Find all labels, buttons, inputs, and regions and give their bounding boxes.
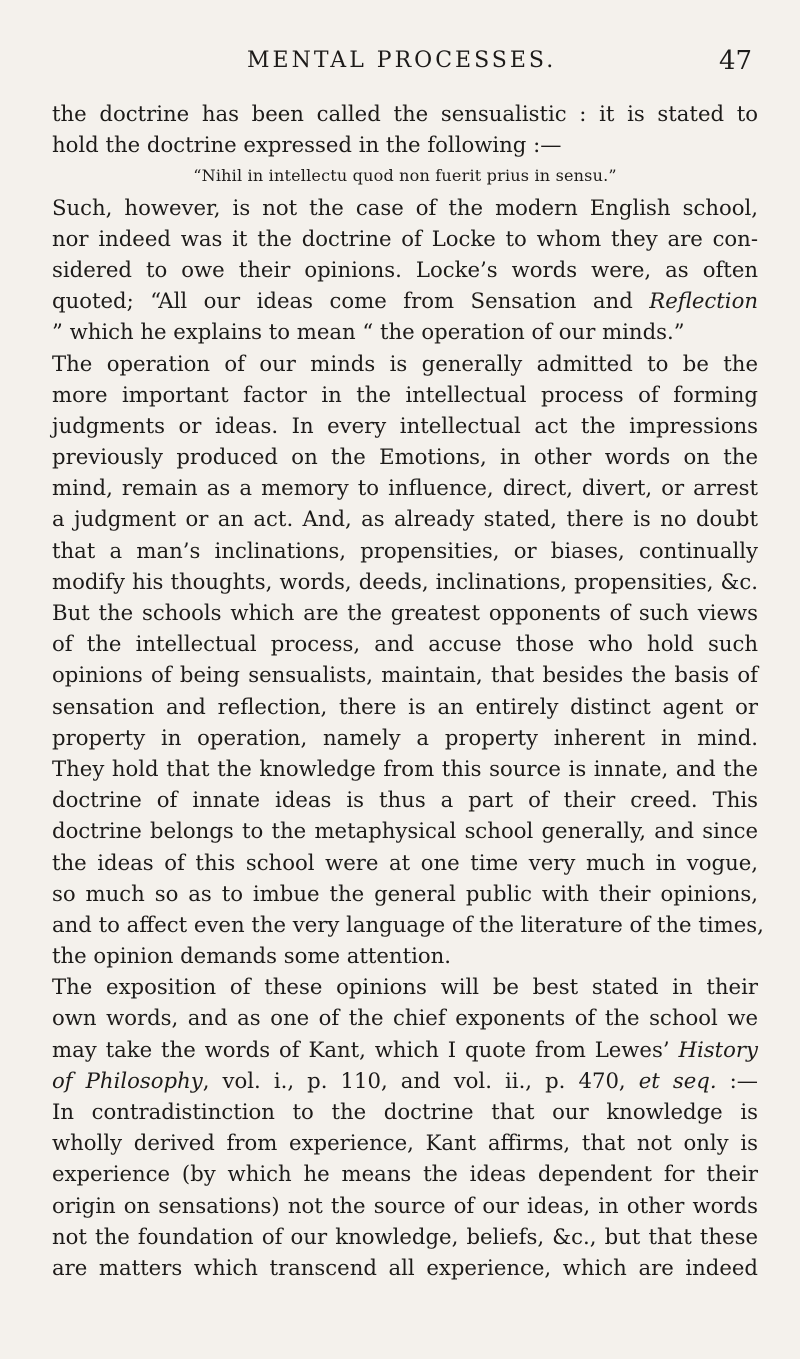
italic-term: et seq.	[638, 1067, 717, 1093]
text-line: and to affect even the very language of the literature of the times,	[52, 911, 764, 937]
latin-quotation: “Nihil in intellectu quod non fuerit prius in sensu.”	[193, 166, 617, 186]
text-line: not the foundation of our knowledge, beliefs, &c., but that these	[52, 1223, 758, 1249]
text-segment: :—	[716, 1067, 758, 1093]
text-line: previously produced on the Emotions, in other words on the	[52, 444, 758, 470]
text-line: The exposition of these opinions will be best stated in their	[52, 974, 758, 1000]
italic-title: of Philosophy	[52, 1067, 203, 1093]
text-line: that a man’s inclinations, propensities, or biases, continually	[52, 537, 758, 563]
text-line: mind, remain as a memory to influence, direct, divert, or arrest	[52, 475, 758, 501]
text-segment: may take the words of Kant, which I quote from Lewes’	[52, 1036, 679, 1062]
text-line: own words, and as one of the chief exponents of the school we	[52, 1005, 758, 1031]
text-line: In contradistinction to the doctrine that our knowledge is	[52, 1099, 758, 1124]
text-line: the doctrine has been called the sensualistic : it is stated to	[52, 101, 758, 126]
text-line	[52, 1065, 758, 1096]
text-line: the opinion demands some attention.	[52, 943, 451, 969]
text-line: modify his thoughts, words, deeds, inclinations, propensities, &c.	[52, 568, 758, 594]
text-line	[52, 1034, 758, 1065]
text-line: so much so as to imbue the general public with their opinions,	[52, 880, 758, 906]
text-line: judgments or ideas. In every intellectual act the impressions	[52, 412, 758, 438]
text-line: They hold that the knowledge from this source is innate, and the	[52, 755, 758, 781]
italic-term: Reflection	[649, 288, 758, 314]
text-line: The operation of our minds is generally admitted to be the	[52, 350, 758, 376]
italic-title: History	[678, 1036, 758, 1062]
text-line: a judgment or an act. And, as already stated, there is no doubt	[52, 506, 758, 532]
text-line: of the intellectual process, and accuse those who hold such	[52, 631, 758, 657]
page-header	[0, 48, 800, 88]
text-line	[52, 285, 758, 316]
running-head: MENTAL PROCESSES.	[247, 48, 557, 73]
text-line: hold the doctrine expressed in the following :—	[52, 132, 562, 158]
text-line: nor indeed was it the doctrine of Locke to whom they are con-	[52, 225, 758, 251]
text-line: more important factor in the intellectual process of forming	[52, 381, 758, 407]
text-line: property in operation, namely a property inherent in mind.	[52, 724, 758, 750]
text-segment: , vol. i., p. 110, and vol. ii., p. 470,	[202, 1067, 639, 1093]
text-line: sensation and reflection, there is an entirely distinct agent or	[52, 693, 758, 719]
text-line: the ideas of this school were at one time very much in vogue,	[52, 849, 758, 875]
text-line: doctrine of innate ideas is thus a part of their creed. This	[52, 787, 758, 813]
text-line: Such, however, is not the case of the modern English school,	[52, 194, 758, 220]
text-line: ” which he explains to mean “ the operation of our minds.”	[52, 319, 685, 345]
text-line: wholly derived from experience, Kant affirms, that not only is	[52, 1130, 758, 1156]
page-number: 47	[719, 46, 753, 76]
text-line: sidered to owe their opinions. Locke’s words were, as often	[52, 256, 758, 282]
text-line: doctrine belongs to the metaphysical school generally, and since	[52, 818, 758, 844]
body-text	[52, 98, 764, 1283]
text-line: opinions of being sensualists, maintain, that besides the basis of	[52, 662, 758, 688]
text-segment: quoted; “All our ideas come from Sensation and	[52, 288, 650, 314]
text-line: experience (by which he means the ideas dependent for their	[52, 1161, 758, 1187]
text-line: origin on sensations) not the source of our ideas, in other words	[52, 1192, 758, 1218]
text-line: are matters which transcend all experience, which are indeed	[52, 1254, 758, 1280]
text-line: But the schools which are the greatest opponents of such views	[52, 600, 758, 625]
